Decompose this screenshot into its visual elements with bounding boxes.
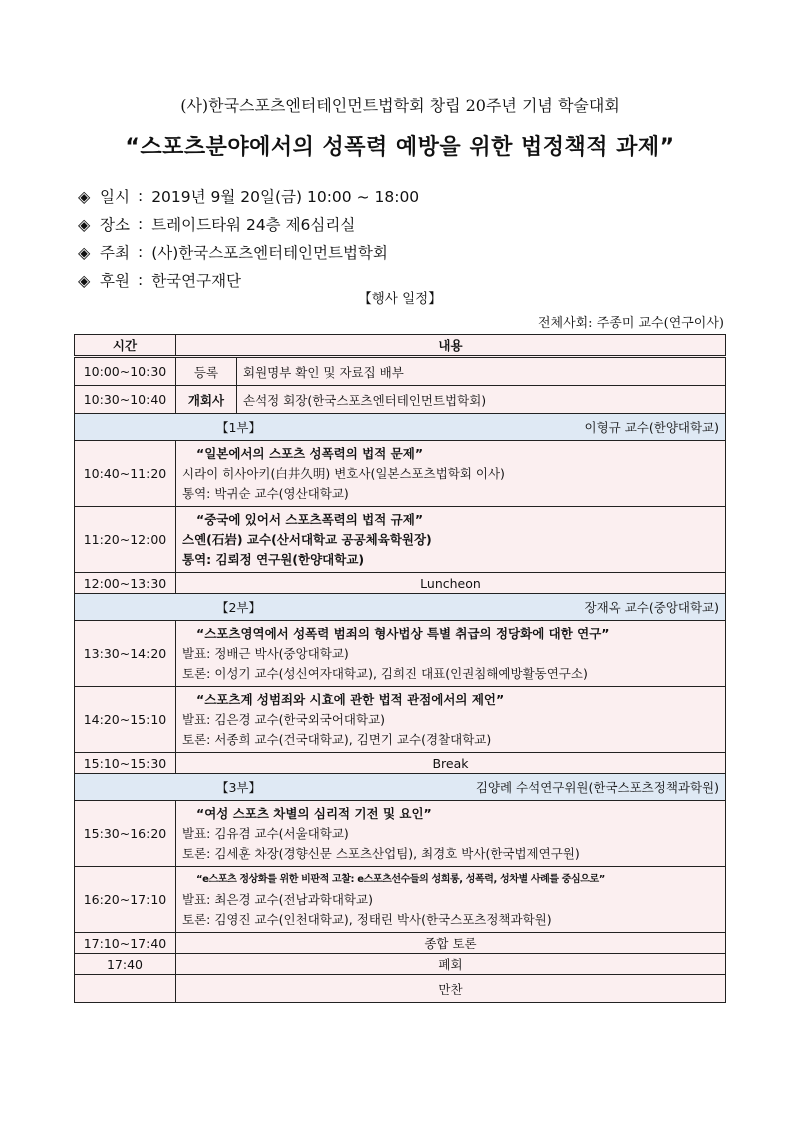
presentation-line: 토론: 김세훈 차장(경향신문 스포츠산업팀), 최경호 박사(한국법제연구원) <box>182 845 580 861</box>
part-header-row <box>75 594 726 621</box>
table-row <box>75 507 726 573</box>
presentation-line: 토론: 김영진 교수(인천대학교), 정태린 박사(한국스포츠정책과학원) <box>182 911 552 927</box>
part-chair: 장재옥 교수(중앙대학교) <box>584 600 719 615</box>
table-row <box>75 975 726 1003</box>
table-row <box>75 386 726 414</box>
info-row-date <box>78 182 419 210</box>
presentation-title: “e스포츠 정상화를 위한 비판적 고찰: e스포츠선수들의 성희롱, 성폭력, 성차별 사례를 중심으로” <box>196 873 605 885</box>
info-row-venue <box>78 210 419 238</box>
part-label: 【1부】 <box>215 420 261 435</box>
table-row <box>75 753 726 774</box>
info-colon: : <box>137 187 144 205</box>
event-info <box>78 182 419 294</box>
row-time <box>75 975 176 1003</box>
table-row <box>75 801 726 867</box>
presentation-cell <box>176 441 726 507</box>
presentation-line: 발표: 김유겸 교수(서울대학교) <box>182 825 349 841</box>
info-row-host <box>78 238 419 266</box>
row-time: 10:00~10:30 <box>75 357 176 386</box>
row-content: 폐회 <box>176 954 726 975</box>
part-header-row <box>75 414 726 441</box>
part-header-row <box>75 774 726 801</box>
part-header <box>75 594 726 621</box>
part-header <box>75 774 726 801</box>
event-title: “스포츠분야에서의 성폭력 예방을 위한 법정책적 과제” <box>125 135 675 160</box>
row-time: 11:20~12:00 <box>75 507 176 573</box>
row-type: 등록 <box>176 357 237 386</box>
presentation-line: 토론: 이성기 교수(성신여자대학교), 김희진 대표(인권침해예방활동연구소) <box>182 665 588 681</box>
diamond-bullet-icon: ◈ <box>78 270 91 290</box>
row-time: 14:20~15:10 <box>75 687 176 753</box>
table-row <box>75 441 726 507</box>
presentation-line: 스옌(石岩) 교수(산서대학교 공공체육학원장) <box>182 531 432 547</box>
row-time: 12:00~13:30 <box>75 573 176 594</box>
presentation-cell <box>176 687 726 753</box>
part-chair: 이형규 교수(한양대학교) <box>584 420 719 435</box>
part-header <box>75 414 726 441</box>
row-type: 개회사 <box>176 386 237 414</box>
info-label: 주최 <box>100 244 130 262</box>
row-content: 만찬 <box>176 975 726 1003</box>
event-subtitle: (사)한국스포츠엔터테인먼트법학회 창립 20주년 기념 학술대회 <box>180 96 620 115</box>
presentation-title: “여성 스포츠 차별의 심리적 기전 및 요인” <box>196 805 432 821</box>
info-value: 2019년 9월 20일(금) 10:00 ~ 18:00 <box>151 188 420 206</box>
row-content: 손석정 회장(한국스포츠엔터테인먼트법학회) <box>237 386 726 414</box>
presentation-title: “스포츠계 성범죄와 시효에 관한 법적 관점에서의 제언” <box>196 691 505 707</box>
info-label: 후원 <box>100 272 130 290</box>
table-header-row <box>75 335 726 357</box>
table-row <box>75 621 726 687</box>
info-label: 장소 <box>100 216 130 234</box>
info-colon: : <box>137 271 144 289</box>
info-value: 한국연구재단 <box>151 272 242 290</box>
presentation-line: 시라이 히사아키(白井久明) 변호사(일본스포츠법학회 이사) <box>182 465 505 481</box>
row-content: Break <box>176 753 726 774</box>
row-time: 15:30~16:20 <box>75 801 176 867</box>
diamond-bullet-icon: ◈ <box>78 186 91 206</box>
schedule-table <box>74 334 726 1003</box>
info-label: 일시 <box>100 188 130 206</box>
diamond-bullet-icon: ◈ <box>78 242 91 262</box>
presentation-title: “일본에서의 스포츠 성폭력의 법적 문제” <box>196 445 424 461</box>
row-time: 17:10~17:40 <box>75 933 176 954</box>
diamond-bullet-icon: ◈ <box>78 214 91 234</box>
presentation-line: 발표: 최은경 교수(전남과학대학교) <box>182 891 373 907</box>
table-row <box>75 357 726 386</box>
presentation-title: “스포츠영역에서 성폭력 범죄의 형사법상 특별 취급의 정당화에 대한 연구” <box>196 625 610 641</box>
row-content: 종합 토론 <box>176 933 726 954</box>
row-time: 17:40 <box>75 954 176 975</box>
row-content: 회원명부 확인 및 자료집 배부 <box>237 357 726 386</box>
info-colon: : <box>137 243 144 261</box>
row-time: 10:30~10:40 <box>75 386 176 414</box>
row-content: Luncheon <box>176 573 726 594</box>
presentation-title: “중국에 있어서 스포츠폭력의 법적 규제” <box>196 511 424 527</box>
header-content: 내용 <box>176 335 726 357</box>
presentation-cell <box>176 507 726 573</box>
schedule-heading: 【행사 일정】 <box>358 291 442 307</box>
info-value: 트레이드타워 24층 제6심리실 <box>151 216 356 234</box>
table-row <box>75 954 726 975</box>
presentation-line: 토론: 서종희 교수(건국대학교), 김면기 교수(경찰대학교) <box>182 731 492 747</box>
info-colon: : <box>137 215 144 233</box>
presentation-line: 발표: 김은경 교수(한국외국어대학교) <box>182 711 386 727</box>
table-row <box>75 867 726 933</box>
table-row <box>75 573 726 594</box>
row-time: 16:20~17:10 <box>75 867 176 933</box>
presentation-cell <box>176 867 726 933</box>
presentation-cell <box>176 621 726 687</box>
emcee-line: 전체사회: 주종미 교수(연구이사) <box>537 316 724 331</box>
presentation-line: 통역: 박귀순 교수(영산대학교) <box>182 485 349 501</box>
presentation-line: 발표: 정배근 박사(중앙대학교) <box>182 645 349 661</box>
row-time: 10:40~11:20 <box>75 441 176 507</box>
table-row <box>75 687 726 753</box>
part-chair: 김양례 수석연구위원(한국스포츠정책과학원) <box>475 780 719 795</box>
row-time: 15:10~15:30 <box>75 753 176 774</box>
presentation-cell <box>176 801 726 867</box>
part-label: 【3부】 <box>215 780 261 795</box>
table-row <box>75 933 726 954</box>
presentation-line: 통역: 김뢰정 연구원(한양대학교) <box>182 551 365 567</box>
part-label: 【2부】 <box>215 600 261 615</box>
header-time: 시간 <box>75 335 176 357</box>
info-value: (사)한국스포츠엔터테인먼트법학회 <box>151 244 388 262</box>
row-time: 13:30~14:20 <box>75 621 176 687</box>
